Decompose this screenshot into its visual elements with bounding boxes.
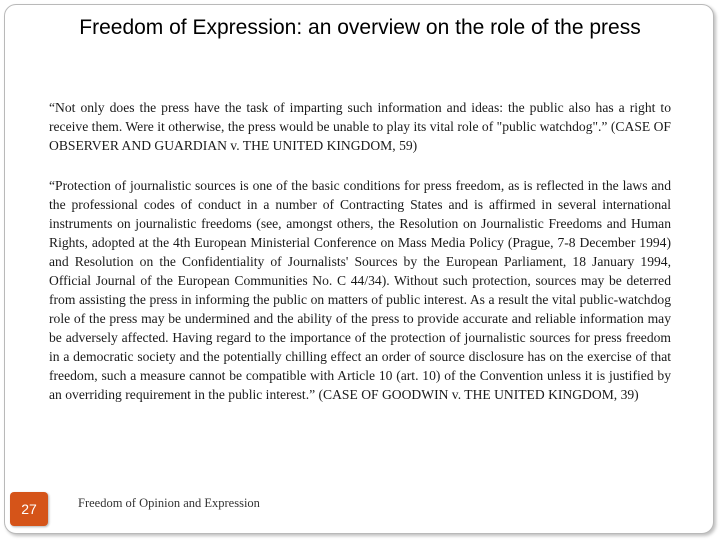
footer-text: Freedom of Opinion and Expression: [78, 496, 260, 510]
slide-title: Freedom of Expression: an overview on the role of the press: [79, 16, 641, 39]
quote-observer-guardian: “Not only does the press have the task of imparting such information and ideas: the public also has a right to receive them. Were it otherwise, the press would be unable to play its vital role of "public watchdog".” (CASE OF OBSERVER AND GUARDIAN v. THE UNITED KINGDOM, 59): [49, 100, 671, 153]
page-number-badge: 27: [10, 492, 48, 526]
quote-goodwin: “Protection of journalistic sources is one of the basic conditions for press freedom, as is reflected in the laws and the professional codes of conduct in a number of Contracting States and is affirmed in several international instruments on journalistic freedoms (see, amongst others, the Resolution on Journalistic Freedoms and Human Rights, adopted at the 4th European Ministerial Conference on Mass Media Policy (Prague, 7-8 December 1994) and Resolution on the Confidentiality of Journalists' Sources by the European Parliament, 18 January 1994, Official Journal of the European Communities No. C 44/34). Without such protection, sources may be deterred from assisting the press in informing the public on matters of public interest. As a result the vital public-watchdog role of the press may be undermined and the ability of the press to provide accurate and reliable information may be adversely affected. Having regard to the importance of the protection of journalistic sources for press freedom in a democratic society and the potentially chilling effect an order of source disclosure has on the exercise of that freedom, such a measure cannot be compatible with Article 10 (art. 10) of the Convention unless it is justified by an overriding requirement in the public interest.” (CASE OF GOODWIN v. THE UNITED KINGDOM, 39): [49, 178, 671, 402]
